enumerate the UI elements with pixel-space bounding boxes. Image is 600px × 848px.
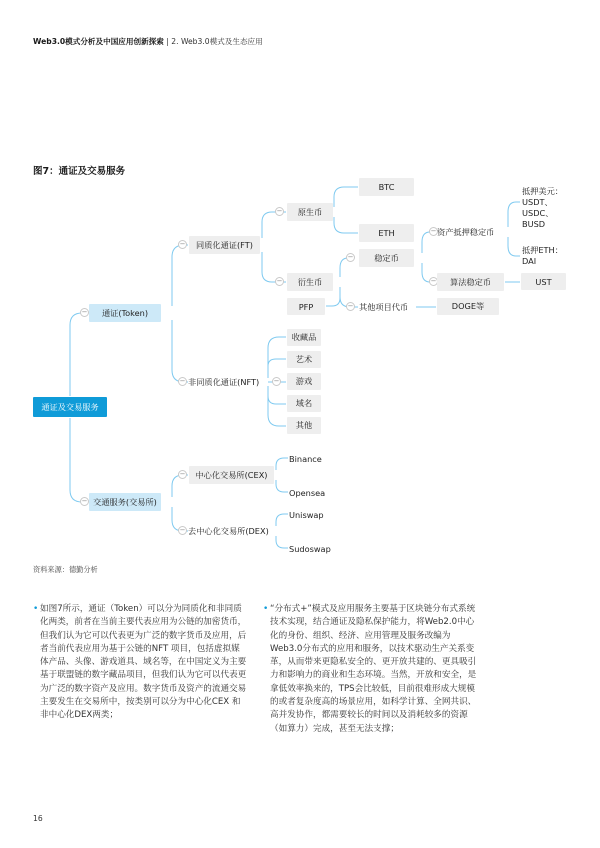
node-games[interactable]: 游戏: [287, 373, 321, 390]
header-section: 2. Web3.0模式及生态应用: [171, 37, 263, 46]
node-uniswap[interactable]: Uniswap: [289, 509, 324, 520]
collapse-icon[interactable]: −: [179, 240, 186, 248]
node-ft[interactable]: 同质化通证(FT): [189, 236, 260, 254]
node-token[interactable]: 通证(Token): [89, 304, 161, 322]
node-nft[interactable]: 非同质化通证(NFT): [188, 376, 260, 387]
node-btc[interactable]: BTC: [359, 178, 414, 196]
collapse-icon[interactable]: −: [81, 308, 88, 316]
body-left-column: [33, 603, 247, 723]
source-note: 资料来源：德勤分析: [33, 565, 98, 574]
node-doge[interactable]: DOGE等: [437, 298, 499, 315]
collapse-icon[interactable]: −: [347, 302, 354, 310]
node-eth-backed[interactable]: 抵押ETH： DAI: [522, 245, 563, 266]
node-derivative[interactable]: 衍生币: [287, 273, 333, 291]
figure-title: 图7：通证及交易服务: [33, 166, 126, 177]
node-dex[interactable]: 去中心化交易所(DEX): [188, 525, 269, 536]
body-right-column: [263, 603, 480, 736]
node-art[interactable]: 艺术: [287, 351, 321, 368]
collapse-icon[interactable]: −: [179, 526, 186, 534]
collapse-icon[interactable]: −: [179, 470, 186, 478]
node-native[interactable]: 原生币: [287, 203, 333, 221]
node-usd-backed[interactable]: 抵押美元： USDT、 USDC、 BUSD: [522, 186, 563, 229]
collapse-icon[interactable]: −: [276, 207, 283, 215]
header-doc-title: Web3.0模式分析及中国应用创新探索: [33, 37, 164, 46]
collapse-icon[interactable]: −: [347, 253, 354, 261]
node-cex[interactable]: 中心化交易所(CEX): [189, 466, 274, 484]
body-right-text: “分布式+”模式及应用服务主要基于区块链分布式系统技术实现，结合通证及隐私保护能力，将Web2.0中心化的身份、组织、经济、应用管理及服务改编为Web3.0分布式的应用和服务，以技术驱动生产关系变革，从而带来更隐私安全的、更开放共建的、更具吸引力和影响力的商业和生态环境。当然，开放和安全，是拿低效率换来的，TPS会比较低，目前很难形成大规模的或者复杂度高的场景应用，如科学计算、全网共识、高并发协作，都需要较长的时间以及消耗较多的资源（如算力）完成，甚至无法支撑；: [270, 604, 477, 734]
node-opensea[interactable]: Opensea: [289, 487, 326, 498]
node-pfp[interactable]: PFP: [287, 298, 325, 315]
node-exchange[interactable]: 交通服务(交易所): [89, 493, 161, 511]
collapse-icon[interactable]: −: [276, 277, 283, 285]
header-separator: |: [166, 37, 169, 46]
node-ust[interactable]: UST: [521, 273, 566, 290]
node-binance[interactable]: Binance: [289, 453, 322, 464]
node-stablecoin[interactable]: 稳定币: [359, 249, 414, 267]
collapse-icon[interactable]: −: [81, 497, 88, 505]
page-number: 16: [33, 814, 43, 823]
node-collectibles[interactable]: 收藏品: [287, 329, 321, 346]
node-root[interactable]: 通证及交易服务: [33, 397, 107, 417]
node-others[interactable]: 其他: [287, 417, 321, 434]
collapse-icon[interactable]: −: [273, 377, 280, 385]
node-domain[interactable]: 域名: [287, 395, 321, 412]
node-algorithmic[interactable]: 算法稳定币: [437, 273, 504, 291]
node-sudoswap[interactable]: Sudoswap: [289, 543, 331, 554]
node-asset-backed[interactable]: 资产抵押稳定币: [437, 226, 495, 237]
bullet-icon: •: [263, 604, 269, 614]
bullet-icon: •: [33, 604, 39, 614]
collapse-icon[interactable]: −: [430, 227, 437, 235]
node-other-project[interactable]: 其他项目代币: [359, 301, 409, 312]
body-left-text: 如图7所示，通证（Token）可以分为同质化和非同质化两类，前者在当前主要代表应用为公链的加密货币，但我们认为它可以代表更为广泛的数字货币及应用，后者当前代表应用为基于公链的NFT 项目，包括虚拟媒体产品、头像、游戏道具、域名等，在中国定义为主要基于联盟链的数字藏品项目，但我们认为它可以代表更为广泛的数字资产及应用。数字货币及资产的流通交易主要发生在交易所中，按类别可以分为中心化CEX 和非中心化DEX两类；: [40, 604, 247, 721]
collapse-icon[interactable]: −: [430, 277, 437, 285]
node-eth[interactable]: ETH: [359, 224, 414, 242]
collapse-icon[interactable]: −: [179, 377, 186, 385]
